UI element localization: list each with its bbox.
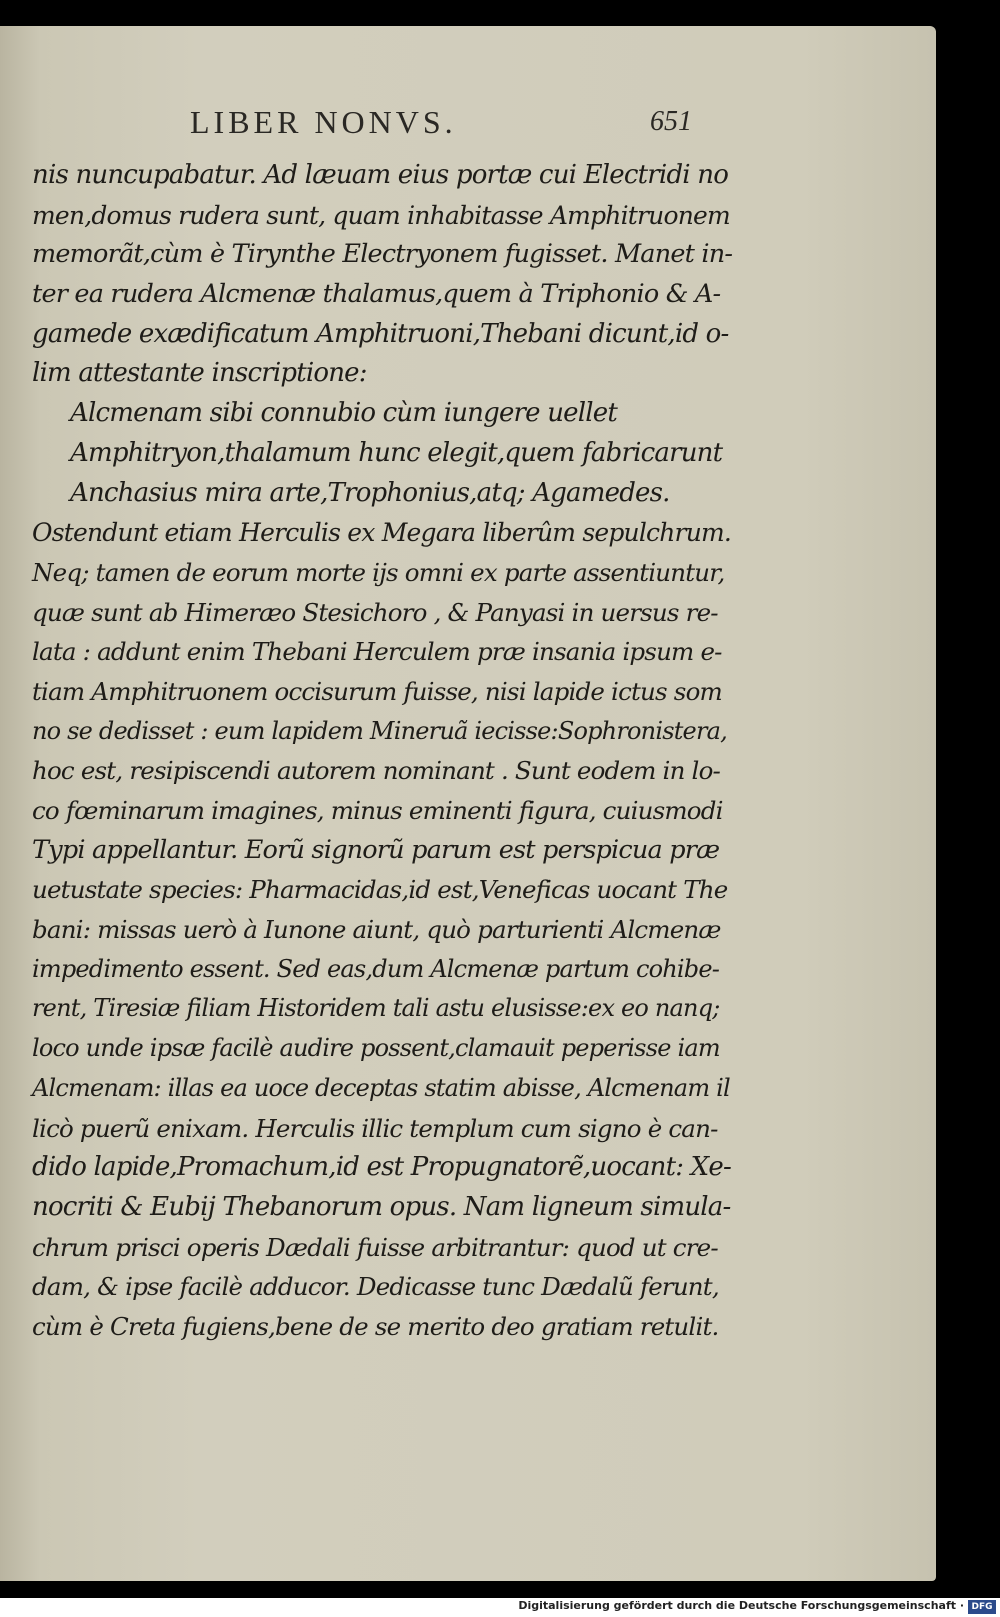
text-line: dido lapide,Promachum,id est Propugnatorẽ,uocant: Xe- <box>32 1152 731 1183</box>
text-line: Alcmenam sibi connubio cùm iungere uellet <box>70 398 618 429</box>
text-line: loco unde ipsæ facilè audire possent,clamauit peperisse iam <box>32 1034 720 1063</box>
book-page <box>0 26 936 1581</box>
page-number: 651 <box>650 106 692 137</box>
text-line: bani: missas uerò à Iunone aiunt, quò parturienti Alcmenæ <box>32 915 721 945</box>
text-line: no se dedisset : eum lapidem Mineruã iecisse:Sophronistera, <box>32 716 727 745</box>
text-line: quæ sunt ab Himeræo Stesichoro , & Panyasi in uersus re- <box>32 597 718 627</box>
body-text <box>32 156 732 1347</box>
text-line: Typi appellantur. Eorũ signorũ parum est perspicua præ <box>32 834 720 865</box>
digitization-footer <box>0 1598 1000 1617</box>
page-header <box>190 104 750 144</box>
text-line: rent, Tiresiæ filiam Historidem tali astu elusisse:ex eo nanq; <box>32 994 720 1023</box>
text-line: lata : addunt enim Thebani Herculem præ insania ipsum e- <box>32 637 722 667</box>
text-line: gamede exædificatum Amphitruoni,Thebani dicunt,id o- <box>32 318 729 349</box>
text-line: Ostendunt etiam Herculis ex Megara liberûm sepulchrum. <box>32 518 732 548</box>
text-line: Alcmenam: illas ea uoce deceptas statim abisse, Alcmenam il <box>32 1073 730 1102</box>
running-head: LIBER NONVS. <box>190 104 457 140</box>
text-line: uetustate species: Pharmacidas,id est,Veneficas uocant The <box>32 875 728 905</box>
footer-credit: Digitalisierung gefördert durch die Deutsche Forschungsgemeinschaft · <box>518 1599 964 1612</box>
text-line: Neq; tamen de eorum morte ijs omni ex parte assentiuntur, <box>32 557 725 587</box>
text-line: impedimento essent. Sed eas,dum Alcmenæ partum cohibe- <box>32 954 720 983</box>
text-line: memorãt,cùm è Tirynthe Electryonem fugisset. Manet in- <box>32 239 733 270</box>
text-line: men,domus rudera sunt, quam inhabitasse Amphitruonem <box>32 200 730 230</box>
text-line: ter ea rudera Alcmenæ thalamus,quem à Triphonio & A- <box>32 279 721 310</box>
text-line: lim attestante inscriptione: <box>32 358 367 389</box>
text-line: nocriti & Eubij Thebanorum opus. Nam ligneum simula- <box>32 1191 731 1222</box>
text-line: chrum prisci operis Dædali fuisse arbitrantur: quod ut cre- <box>32 1232 718 1262</box>
text-line: nis nuncupabatur. Ad læuam eius portæ cui Electridi no <box>32 160 729 190</box>
text-line: co fœminarum imagines, minus eminenti figura, cuiusmodi <box>32 796 723 825</box>
text-line: Amphitryon,thalamum hunc elegit,quem fabricarunt <box>70 437 723 468</box>
text-line: dam, & ipse facilè adducor. Dedicasse tunc Dædalũ ferunt, <box>32 1272 719 1302</box>
text-line: licò puerũ enixam. Herculis illic templum cum signo è can- <box>32 1113 718 1143</box>
dfg-logo: DFG <box>968 1600 996 1614</box>
text-line: hoc est, resipiscendi autorem nominant . Sunt eodem in lo- <box>32 756 721 786</box>
text-line: Anchasius mira arte,Trophonius,atq; Agamedes. <box>70 477 670 508</box>
text-line: cùm è Creta fugiens,bene de se merito deo gratiam retulit. <box>32 1311 719 1341</box>
text-line: tiam Amphitruonem occisurum fuisse, nisi lapide ictus som <box>32 676 722 706</box>
